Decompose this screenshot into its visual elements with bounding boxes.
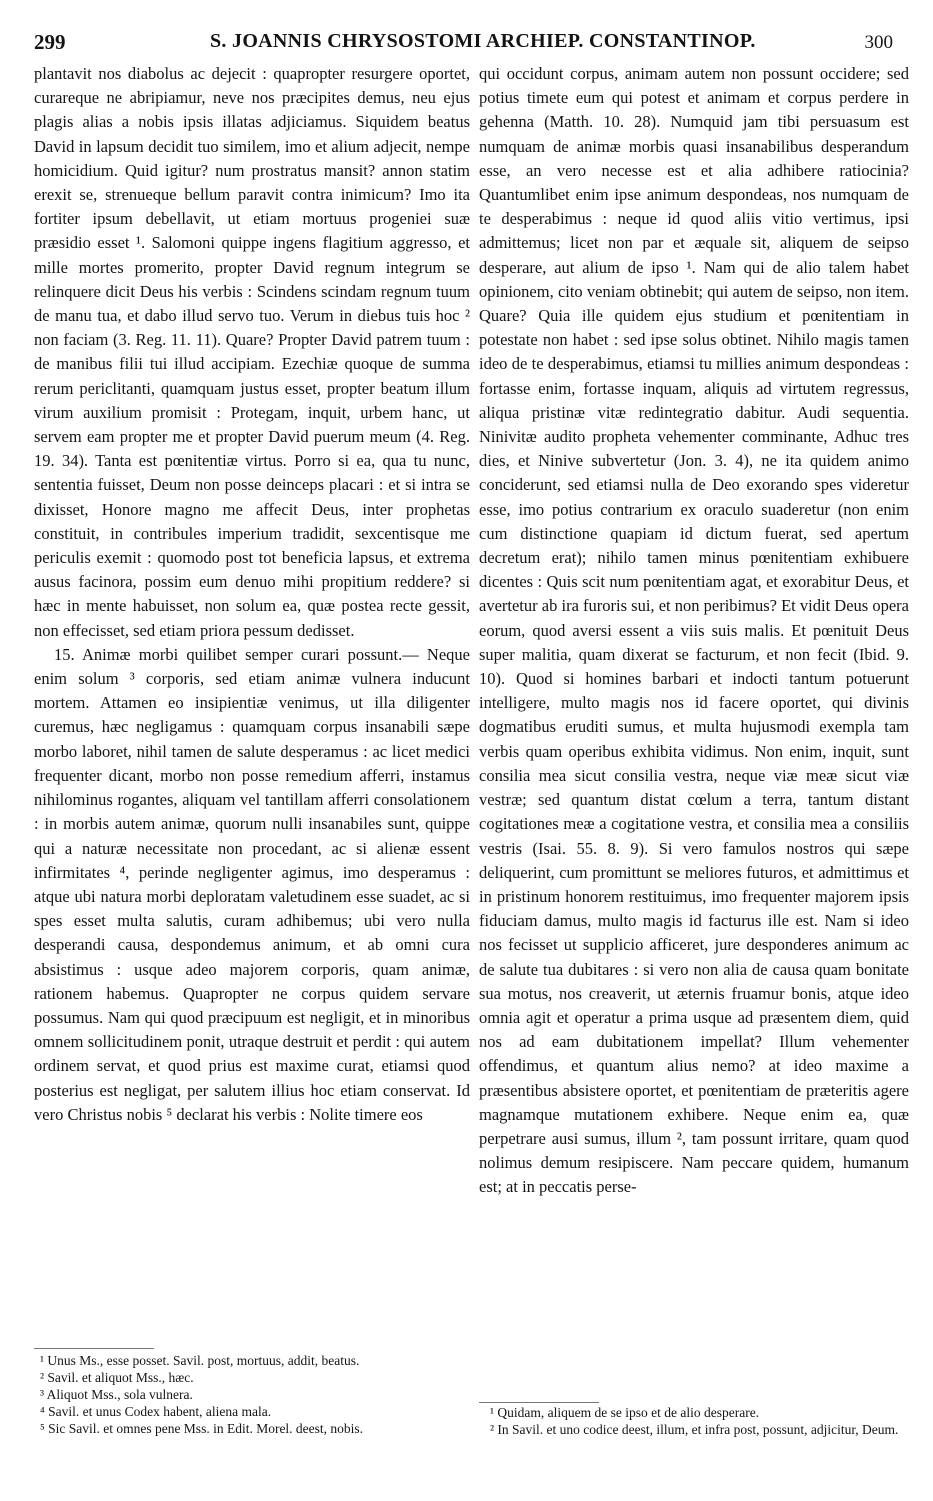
running-title: S. JOANNIS CHRYSOSTOMI ARCHIEP. CONSTANTINOP. [210, 30, 756, 52]
page-number-left: 299 [34, 30, 66, 54]
left-paragraph-2: 15. Animæ morbi quilibet semper curari possunt.— Neque enim solum ³ corporis, sed etiam animæ vulnera inducunt mortem. Attamen eo insipientiæ venimus, ut illa diligenter curemus, hæc negligamus : quamquam corpus insanabili sæpe morbo laboret, nihil tamen de salute desperamus : ac licet medici frequenter dicant, morbo non posse remedium afferri, instamus nihilominus rogantes, aliquam vel tantillam afferri consolationem : in morbis autem animæ, quorum nulli insanabiles sunt, quippe qui a naturæ necessitate non procedant, ac si alienæ essent infirmitates ⁴, perinde negligenter agimus, imo desperamus : atque ubi natura morbi deploratam valetudinem esse suadet, ac si spes esset multa salutis, curam adhibemus; ubi vero nulla desperandi causa, despondemus animum, et ab omni cura absistimus : usque adeo majorem corporis, quam animæ, rationem habemus. Quapropter ne corpus quidem servare possumus. Nam qui quod præcipuum est negligit, et in minoribus omnem sollicitudinem ponit, utraque destruit et perdit : qui autem ordinem servat, et quod prius est maxime curat, etiamsi quod posterius est negligat, per salutem illius hoc etiam conservat. Id vero Christus nobis ⁵ declarat his verbis : Nolite timere eos [34, 644, 470, 1124]
right-paragraph-1: qui occidunt corpus, animam autem non possunt occidere; sed potius timete eum qui potest et animam et corpus perdere in gehenna (Matth. 10. 28). Numquid jam tibi persuasum est numquam de animæ morbis quasi insanabilibus desperandum esse, an vero necesse est et alia adhibere ratiocinia? Quantumlibet enim ipse animum despondeas, nos numquam de te desperabimus : neque id quod aliis vitio vertimus, ipsi admittemus; licet non par et æquale sit, aliquem de seipso desperare, aut alium de ipso ¹. Nam qui de alio talem habet opinionem, cito veniam obtinebit; qui autem de seipso, non item. Quare? Quia ille quidem ejus studium et pœnitentiam in potestate non habet : sed ipse solus obtinet. Nihilo magis tamen ideo de te desperabimus, etiamsi tu millies animum despondeas : fortasse enim, fortasse inquam, aliquis ad virtutem regressus, aliqua pristinæ vitæ redintegratio dabitur. Audi sequentia. Ninivitæ audito propheta vehementer comminante, Adhuc tres dies, et Ninive subvertetur (Jon. 3. 4), ne ita quidem animo conciderunt, sed etiamsi nulla de Deo exorando spes videretur esse, imo potius contrarium ex oraculo suaderetur (non enim cum distinctione quapiam id dictum fuerat, sed apertum decretum erat); nihilo tamen minus pœnitentiam exhibuere dicentes : Quis scit num pœnitentiam agat, et exorabitur Deus, et avertetur ab ira furoris sui, et non peribimus? Et vidit Deus opera eorum, quod aversi essent a viis suis malis. Et pœnituit Deus super malitia, quam dixerat se facturum, et non fecit (Ibid. 9. 10). Quod si homines barbari et indocti tantum potuerunt intelligere, multo magis nos id facere oportet, qui divinis dogmatibus eruditi sumus, et multa hujusmodi exempla tam verbis quam operibus exhibita vidimus. Non enim, inquit, sunt consilia mea sicut consilia vestra, neque viæ meæ sicut viæ vestræ; sed quantum distat cœlum a terra, tantum distant cogitationes meæ a cogitatione vestra, et consilia mea a consiliis vestris (Isai. 55. 8. 9). Si vero famulos nostros qui sæpe deliquerint, cum promittunt se meliores futuros, et admittimus et in pristinum honorem restituimus, imo frequenter majorem ipsis fiduciam damus, multo magis id facturus ille est. Nam si ideo nos fecisset ut supplicio afficeret, jure desponderes animum ac de salute tua dubitares : si vero non alia de causa quam bonitate sua motus, nos creaverit, ut æternis fruamur bonis, atque ideo omnia agit et operatur a prima usque ad præsentem diem, quid nos ad eam dubitationem impellat? Illum vehementer offendimus, et quantum alius nemo? at ideo maxime a præsentibus absistere oportet, et pœnitentiam de præteritis agere magnamque mutationem exhibere. Neque enim ea, quæ perpetrare ausi sumus, illum ², tam possunt irritare, quam quod nolimus demum resipiscere. Nam peccare quidem, humanum est; at in peccatis perse- [479, 64, 909, 1197]
left-paragraph-1: plantavit nos diabolus ac dejecit : quapropter resurgere oportet, curareque ne abripiamur, neve nos præcipites demus, neu ejus plagis alias a nobis ipsis illatas adjiciamus. Siquidem beatus David in lapsum decidit tuo similem, imo et alium adjecit, nempe homicidium. Quid igitur? num prostratus mansit? annon statim erexit se, strenueque bellum paravit contra inimicum? Imo ita fortiter ipsum debellavit, ut etiam mortuus progeniei suæ præsidio esset ¹. Salomoni quippe ingens flagitium aggresso, et mille mortes promerito, propter David regnum integrum se relinquere dicit Deus his verbis : Scindens scindam regnum tuum de manu tua, et dabo illud servo tuo. Verum in diebus tuis hoc ² non faciam (3. Reg. 11. 11). Quare? Propter David patrem tuum : de manibus filii tui illud accipiam. Ezechiæ quoque de summa rerum periclitanti, quamquam justus esset, propter beatum illum virum auxilium promisit : Protegam, inquit, urbem hanc, ut servem eam propter me et propter David puerum meum (4. Reg. 19. 34). Tanta est pœnitentiæ virtus. Porro si ea, qua tu nunc, sententia fuisset, Deum non posse deinceps placari : et si intra se dixisset, Honore magno me affecit Deus, inter prophetas constituit, in contribules imperium tradidit, sexcentisque me periculis exemit : quomodo post tot beneficia lapsus, et extrema ausus facinora, possim eum denuo mihi propitium reddere? si hæc in mente habuisset, non solum ea, quæ postea recte gessit, non effecisset, sed etiam priora pessum dedisset. [34, 64, 470, 640]
page-number-right: 300 [864, 32, 893, 53]
right-column [479, 62, 909, 1200]
footnote: ² Savil. et aliquot Mss., hæc. [40, 1370, 194, 1385]
footnote-separator-left [34, 1348, 154, 1349]
footnotes-left [40, 1352, 470, 1437]
footnote: ³ Aliquot Mss., sola vulnera. [40, 1387, 193, 1402]
running-header [0, 20, 933, 60]
footnote: ⁴ Savil. et unus Codex habent, aliena mala. [40, 1404, 272, 1419]
footnote: ⁵ Sic Savil. et omnes pene Mss. in Edit. Morel. deest, nobis. [40, 1421, 364, 1436]
left-column [34, 62, 470, 1127]
footnote: ¹ Unus Ms., esse posset. Savil. post, mortuus, addit, beatus. [40, 1353, 360, 1368]
footnotes-right [490, 1404, 910, 1438]
footnote: ¹ Quidam, aliquem de se ipso et de alio desperare. [490, 1405, 760, 1420]
footnote: ² In Savil. et uno codice deest, illum, et infra post, possunt, adjicitur, Deum. [490, 1422, 899, 1437]
footnote-separator-right [479, 1402, 599, 1403]
